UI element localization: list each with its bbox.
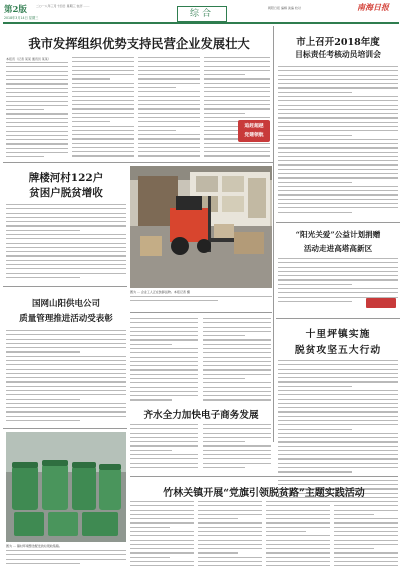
sunshine-badge bbox=[366, 298, 396, 308]
zhuluguan-headline: 竹林关镇开展“党旗引领脱贫路”主题实践活动 bbox=[163, 488, 365, 499]
zhuluguan-col3 bbox=[266, 501, 330, 571]
photo-caption-extra bbox=[130, 296, 272, 306]
poverty-bottom-rule bbox=[3, 286, 127, 287]
sunshine-headline-1: “阳光关爱”公益计划捐赠 bbox=[295, 230, 381, 239]
stamp-badge bbox=[238, 120, 270, 142]
poverty-headline-1: 牌楼河村122户 bbox=[28, 172, 104, 184]
right-top-headline-2: 目标责任考核动员培训会 bbox=[295, 50, 381, 59]
photo-bottom-rule bbox=[130, 312, 272, 313]
masthead-rule bbox=[3, 22, 399, 24]
zhuluguan-top-rule bbox=[130, 476, 398, 477]
masthead-meta: 二○一八年三月十四日 星期三 农历 …… bbox=[36, 4, 90, 8]
zhuluguan-col4 bbox=[334, 501, 398, 571]
mid-article-col1 bbox=[130, 318, 198, 404]
column-divider-right bbox=[273, 26, 274, 442]
ecommerce-headline: 齐水全力加快电子商务发展 bbox=[143, 410, 259, 421]
shili-headline-2: 脱贫攻坚五大行动 bbox=[294, 345, 382, 356]
supply-headline-2: 质量管理推进活动受表彰 bbox=[19, 314, 113, 324]
stamp-line-2: 党建领航 bbox=[244, 133, 264, 138]
ecommerce-body-col1 bbox=[130, 424, 198, 474]
zhuluguan-col2 bbox=[198, 501, 262, 571]
bins-caption: 图为 … 镇村环境整治配发的垃圾收集箱。 bbox=[6, 544, 62, 548]
photo-caption: 图为 … 企业工人正在装卸货物。本报记者 摄 bbox=[130, 290, 190, 294]
right-top-headline-1: 市上召开2018年度 bbox=[296, 37, 380, 48]
lead-bottom-rule bbox=[3, 162, 273, 163]
lead-body-col2 bbox=[72, 57, 134, 158]
page-number: 第2版 bbox=[4, 5, 27, 15]
lead-body-col4 bbox=[204, 57, 270, 158]
supply-headline-1: 国网山阳供电公司 bbox=[31, 299, 100, 309]
forklift-photo bbox=[130, 166, 272, 288]
supply-bottom-rule bbox=[3, 428, 127, 429]
masthead-date: 2018年3月14日 星期三 bbox=[4, 16, 39, 20]
lead-body-col3 bbox=[138, 57, 200, 158]
bins-caption-extra bbox=[6, 550, 126, 570]
mid-article-col2 bbox=[203, 318, 271, 404]
forklift-illustration bbox=[130, 166, 272, 288]
right-lower-rule bbox=[276, 318, 400, 319]
section-tag: 综合 bbox=[177, 6, 227, 22]
zhuluguan-col1 bbox=[130, 501, 194, 571]
right-top-body bbox=[278, 66, 398, 216]
bins-illustration bbox=[6, 432, 126, 542]
lead-byline: 本报讯（记者 某某 通讯员 某某） bbox=[6, 57, 51, 61]
sunshine-headline-2: 活动走进高塔高新区 bbox=[303, 244, 373, 253]
lead-body-col1 bbox=[6, 62, 68, 158]
poverty-body bbox=[6, 204, 126, 282]
newspaper-logo: 南海日报 bbox=[357, 2, 389, 12]
poverty-headline-2: 贫困户脱贫增收 bbox=[29, 187, 103, 199]
shili-headline-1: 十里坪镇实施 bbox=[305, 329, 371, 340]
garbage-bins-photo bbox=[6, 432, 126, 542]
right-mid-rule bbox=[276, 222, 400, 223]
supply-body-1 bbox=[6, 330, 126, 426]
ecommerce-body-col2 bbox=[203, 424, 271, 474]
lead-headline: 我市发挥组织优势支持民营企业发展壮大 bbox=[28, 36, 250, 51]
stamp-line-1: 追赶超越 bbox=[244, 124, 264, 129]
paper-meta: 朝阳日报 编辑 美编 校对 bbox=[268, 6, 301, 10]
